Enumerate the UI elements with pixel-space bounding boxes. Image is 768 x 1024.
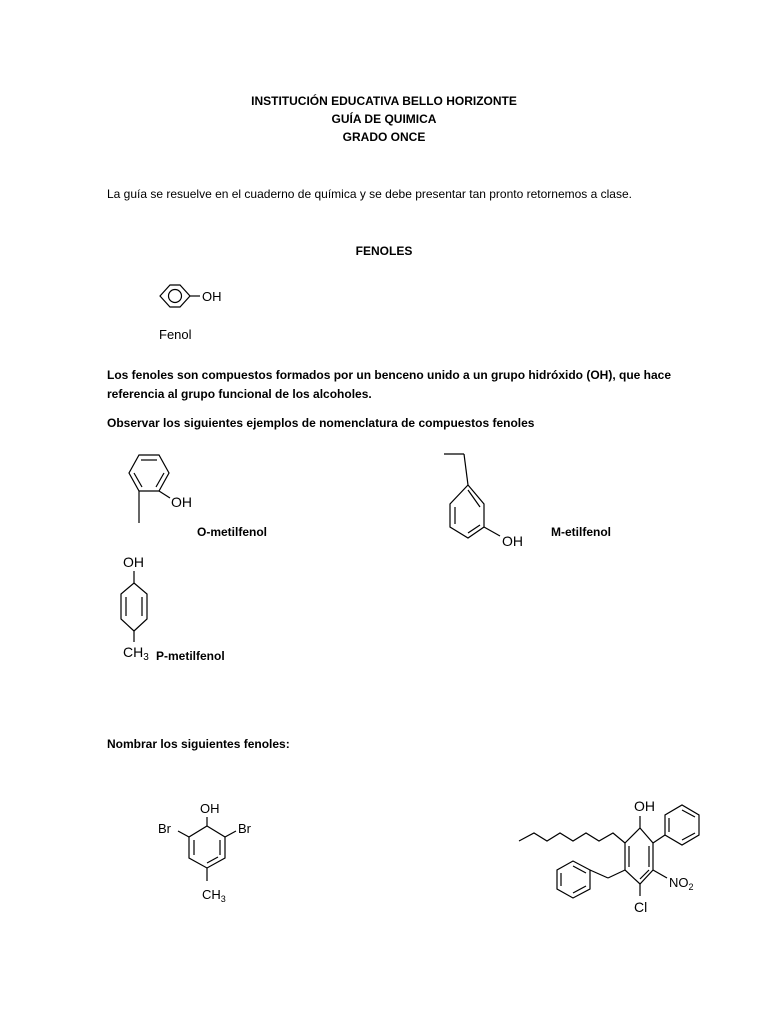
exercise-1-oh-label: OH (200, 801, 220, 816)
p-metilfenol-oh-label: OH (123, 554, 144, 570)
intro-paragraph: La guía se resuelve en el cuaderno de química y se debe presentar tan pronto retornemos a clase. (107, 187, 632, 201)
header-line-guide: GUÍA DE QUIMICA (331, 112, 437, 126)
section-title: FENOLES (355, 244, 413, 258)
definition-line-1: Los fenoles son compuestos formados por un benceno unido a un grupo hidróxido (OH), que hace (107, 368, 672, 382)
o-metilfenol-oh-label: OH (171, 494, 192, 510)
p-metilfenol-name: P-metilfenol (156, 649, 225, 663)
exercise-1-br-right-label: Br (238, 821, 251, 836)
fenol-oh-label: OH (202, 289, 222, 304)
exercise-2-no-label: NO (669, 875, 689, 890)
exercise-1-ch-label: CH (202, 887, 221, 902)
o-metilfenol-name: O-metilfenol (197, 525, 268, 539)
exercise-1-subscript: 3 (220, 894, 226, 904)
exercise-1-br-left-label: Br (158, 821, 171, 836)
p-metilfenol-subscript: 3 (143, 652, 149, 663)
fenol-structure (140, 275, 260, 350)
m-etilfenol-name: M-etilfenol (551, 525, 611, 539)
exercise-2-oh-label: OH (634, 798, 655, 814)
exercise-1-structure (150, 795, 270, 910)
observe-paragraph: Observar los siguientes ejemplos de nomenclatura de compuestos fenoles (107, 416, 535, 430)
m-etilfenol-oh-label: OH (502, 533, 523, 549)
o-metilfenol-structure (110, 448, 200, 528)
svg-text:CH3 (202, 887, 226, 904)
p-metilfenol-ch-label: CH (123, 644, 144, 660)
definition-line-2: referencia al grupo funcional de los alcoholes. (107, 387, 372, 401)
header-line-institution: INSTITUCIÓN EDUCATIVA BELLO HORIZONTE (251, 94, 517, 108)
m-etilfenol-structure (430, 448, 540, 553)
exercise-2-no-subscript: 2 (688, 882, 694, 892)
exercise-2-cl-label: Cl (634, 899, 648, 915)
exercise-2-structure (510, 790, 720, 925)
fenol-caption: Fenol (159, 327, 192, 342)
svg-text:NO2 (669, 875, 694, 892)
header-line-grade: GRADO ONCE (342, 130, 426, 144)
svg-text:CH3 (123, 644, 149, 663)
exercise-title: Nombrar los siguientes fenoles: (107, 737, 290, 751)
